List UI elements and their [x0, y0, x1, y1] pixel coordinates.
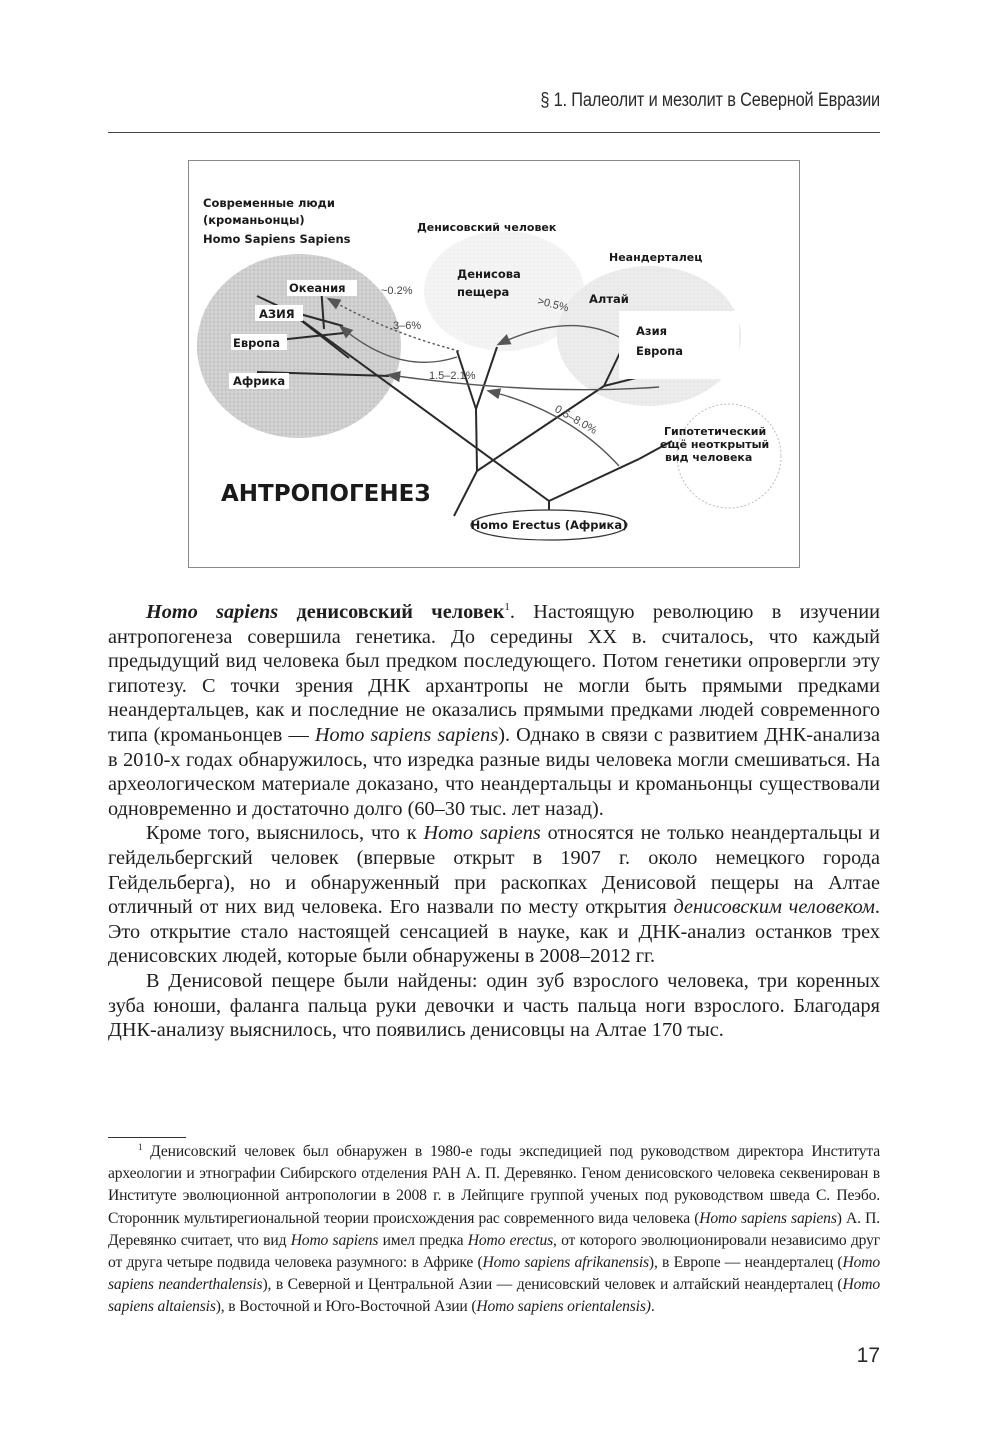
pct-neanderthal: 1.5–2.1% [429, 370, 476, 382]
lead-term-italic: Homo sapiens [146, 601, 279, 623]
footnote-1 [108, 1141, 880, 1319]
label-europe-modern: Европа [233, 336, 280, 350]
footnote-ref[interactable]: 1 [504, 601, 510, 613]
fn-text-4: , от которого эволюционировали независимо друг от друга четыре подвида человека разумного: в Африке ( [108, 1231, 881, 1272]
diagram-title: АНТРОПОГЕНЕЗ [221, 481, 431, 507]
pct-oceania: ~0.2% [381, 285, 413, 297]
lead-term-bold: денисовский человек [278, 601, 505, 623]
running-head-title: § 1. Палеолит и мезолит в Северной Евразии [540, 90, 880, 111]
label-hypothetical-3: вид человека [665, 451, 753, 464]
paragraph-1 [108, 600, 880, 821]
p2-text-a: Кроме того, выяснилось, что к [146, 822, 424, 845]
body-text [108, 600, 880, 1043]
fn-italic-5: Homo sapiens neanderthalensis [108, 1254, 880, 1294]
label-denisova-cave-1: Денисова [457, 267, 521, 281]
p1-italic: Homo sapiens sapiens [314, 723, 499, 746]
label-oceania: Океания [289, 281, 346, 295]
label-hypothetical-2: ещё неоткрытый [660, 438, 770, 451]
fn-italic-3: Homo erectus [467, 1231, 554, 1249]
label-denisova-cave-2: пещера [457, 285, 510, 299]
fn-italic-1: Homo sapiens sapiens [699, 1209, 837, 1227]
fn-text-5: ), в Европе — неандерталец ( [648, 1254, 843, 1272]
label-hypothetical-1: Гипотетический [664, 425, 767, 438]
p2-text-b: относятся не только неандертальцы и гейдельбергский человек (впервые открыт в 1907 г. около немецкого города Гейдельберга), но и обнаруженный при раскопках Денисовой пещеры на Алтае отличный от них вид человека. Его назвали по месту открытия [108, 822, 880, 919]
page-number: 17 [856, 1344, 880, 1367]
fn-text-8: . [650, 1298, 655, 1316]
label-modern-line1: Современные люди [203, 196, 335, 210]
fn-italic-4: Homo sapiens afrikanensis [482, 1254, 649, 1272]
p2-italic-1: Homo sapiens [423, 822, 541, 845]
paragraph-3: В Денисовой пещере были найдены: один зуб взрослого человека, три коренных зуба юноши, фаланга пальца руки девочки и часть пальца ноги взрослого. Благодаря ДНК-анализу выяснилось, что появились денисовцы на Алтае 170 тыс. [108, 969, 880, 1042]
label-africa: Африка [233, 374, 286, 388]
fn-text-2: ) А. П. Деревянко считает, что вид [108, 1209, 881, 1249]
fn-italic-6: Homo sapiens altaiensis [108, 1276, 880, 1316]
header-rule [108, 132, 880, 133]
anthropogenesis-diagram [188, 160, 800, 568]
label-denisovan-group: Денисовский человек [417, 221, 557, 234]
footnote [108, 1141, 880, 1319]
p1-text-b: ). Однако в связи с развитием ДНК-анализа в 2010-х годах обнаружилось, что изредка разные виды человека могли смешиваться. На археологическом материале доказано, что неандертальцы и кроманьонцы существовали одновременно и достаточно долго (60–30 тыс. лет назад). [108, 723, 880, 820]
fn-text-1: Денисовский человек был обнаружен в 1980-е годы экспедицией под руководством директора Института археологии и этнографии Сибирского отделения РАН А. П. Деревянко. Геном денисовского человека секвенирован в Институте эволюционной антропологии в 2008 г. в Лейпциге группой ученых под руководством шведа С. Пеэбо. Сторонник мультирегиональной теории происхождения рас современного вида человека ( [108, 1143, 880, 1227]
label-root: Homo Erectus (Африка) [470, 518, 628, 532]
pct-hypothetical: 0.5–8.0% [552, 403, 599, 437]
label-neanderthal-europe: Европа [636, 344, 683, 358]
fn-italic-2: Homo sapiens [290, 1231, 379, 1249]
label-neanderthal-group: Неандерталец [609, 251, 703, 264]
flow-hypothetical-denisovan [489, 391, 619, 466]
fn-text-6: ), в Северной и Центральной Азии — денисовский человек и алтайский неандерталец ( [262, 1276, 843, 1294]
footnote-marker: 1 [138, 1142, 143, 1152]
paragraph-2 [108, 821, 880, 969]
pct-altai: >0.5% [536, 295, 570, 315]
label-modern-line3: Homo Sapiens Sapiens [203, 232, 351, 246]
p1-text-a: . Настоящую революцию в изучении антропогенеза совершила генетика. До середины XX в. считалось, что каждый предыдущий вид человека был предком последующего. Потом генетики опровергли эту гипотезу. С точки зрения ДНК архантропы не могли быть прямыми предками неандертальцев, как и последние не оказались прямыми предками людей современного типа (кроманьонцев — [108, 601, 880, 746]
fn-italic-7: Homo sapiens orientalensis) [476, 1298, 651, 1316]
label-altai: Алтай [589, 292, 629, 306]
footnote-rule [108, 1137, 186, 1138]
p2-text-c: . Это открытие стало настоящей сенсацией в науке, как и ДНК-анализ останков трех денисовских людей, которые были обнаружены в 2008–2012 гг. [108, 896, 880, 968]
label-asia-modern: АЗИЯ [259, 307, 295, 321]
label-neanderthal-asia: Азия [636, 324, 668, 338]
pct-asia: 3–6% [393, 320, 422, 332]
diagram-canvas [189, 161, 801, 569]
p2-italic-2: денисовским человеком [673, 896, 875, 919]
label-modern-line2: (кроманьонцы) [203, 213, 305, 227]
fn-text-7: ), в Восточной и Юго-Восточной Азии ( [215, 1298, 477, 1316]
fn-text-3: имел предка [378, 1231, 468, 1249]
